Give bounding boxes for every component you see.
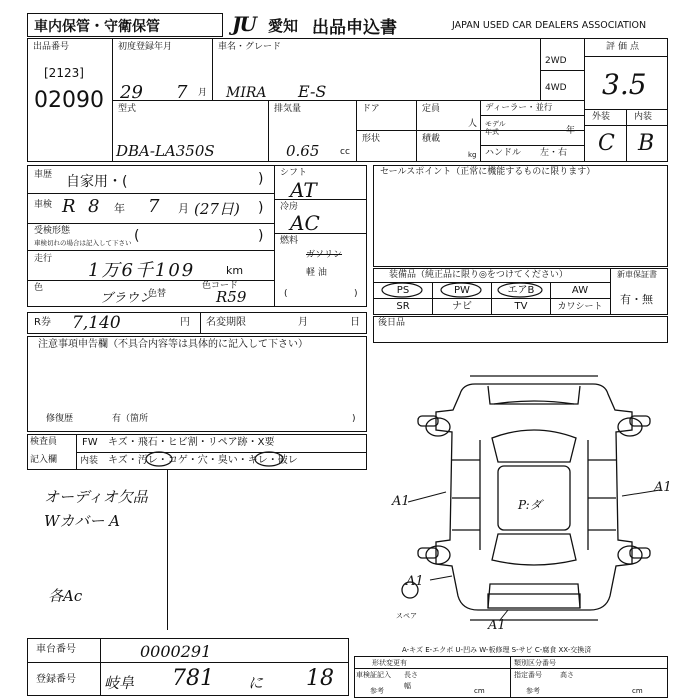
dims-cm-1: cm bbox=[474, 687, 485, 695]
name-change-day: 日 bbox=[350, 317, 360, 328]
evaluation-label: 評価点 bbox=[606, 42, 643, 52]
repair-value: 有（箇所 bbox=[112, 414, 149, 424]
storage-title: 車内保管・守衛保管 bbox=[34, 19, 160, 35]
plate-class: 781 bbox=[172, 666, 214, 691]
fuel-diesel: 軽 油 bbox=[306, 268, 327, 278]
equipment-aw: AW bbox=[571, 285, 589, 296]
car-name-label: 車名・グレード bbox=[218, 42, 282, 52]
usage-close: ) bbox=[258, 171, 264, 187]
listing-number: 02090 bbox=[34, 88, 104, 113]
dims-ref-1: 参考 bbox=[370, 687, 384, 695]
diagram-mark-left: A1 bbox=[392, 494, 410, 509]
spare-label: スペア bbox=[396, 612, 417, 620]
plate-kana: に bbox=[248, 674, 264, 692]
notes-label: 注意事項申告欄（不具合内容等は具体的に記入して下さい） bbox=[38, 339, 308, 350]
listing-label: 出品番号 bbox=[33, 42, 70, 52]
sales-point-box bbox=[373, 165, 668, 267]
plate-label: 登録番号 bbox=[36, 674, 76, 685]
model-value: DBA-LA350S bbox=[116, 142, 215, 160]
form-title: 出品申込書 bbox=[312, 18, 397, 38]
equipment-ps: PS bbox=[396, 285, 410, 296]
drive-4wd-label: 4WD bbox=[545, 83, 567, 93]
warranty-value: 有・無 bbox=[620, 293, 653, 306]
color-value: ブラウン bbox=[100, 291, 153, 306]
fw-items: キズ・飛石・ヒビ割・リペア跡・X要 bbox=[108, 437, 275, 448]
displacement-label: 排気量 bbox=[274, 104, 302, 114]
name-change-month: 月 bbox=[298, 317, 308, 328]
inspector-label-1: 検査員 bbox=[30, 437, 58, 447]
dims-shape-label: 形状変更有 bbox=[372, 659, 407, 667]
exterior-label: 外装 bbox=[592, 112, 611, 122]
after-notes-box bbox=[373, 316, 668, 343]
plate-region: 岐阜 bbox=[104, 674, 135, 692]
interior-label: 内装 bbox=[634, 112, 653, 122]
inspection-era: R bbox=[62, 196, 76, 217]
mileage-value: 1万6千109 bbox=[88, 260, 196, 281]
registration-year: 29 bbox=[120, 82, 143, 103]
recycle-unit: 円 bbox=[180, 317, 190, 328]
interior-items: キズ・汚レ・コゲ・穴・臭い・キレ・破レ bbox=[108, 455, 298, 466]
registration-month-unit: 月 bbox=[198, 88, 208, 98]
dims-spec-label: 指定番号 bbox=[514, 671, 542, 679]
color-code: R59 bbox=[216, 288, 247, 306]
diagram-mark-right: A1 bbox=[654, 480, 672, 495]
dims-ref-2: 参考 bbox=[526, 687, 540, 695]
inspection-type-open: ( bbox=[134, 228, 140, 244]
mileage-label: 走行 bbox=[34, 254, 53, 264]
equipment-airbag: エアB bbox=[507, 285, 535, 296]
repair-close: ) bbox=[352, 414, 356, 424]
fuel-label: 燃料 bbox=[280, 236, 299, 246]
chassis-value: 0000291 bbox=[140, 642, 212, 661]
handwritten-note-audio: オーディオ欠品 bbox=[44, 488, 148, 506]
ju-logo: JU bbox=[232, 12, 255, 36]
ac-value: AC bbox=[290, 211, 320, 235]
org-name: 愛知 bbox=[268, 17, 299, 35]
equipment-navi: ナビ bbox=[452, 301, 472, 312]
color-label: 色 bbox=[34, 283, 44, 293]
inspection-type-label: 受検形態 bbox=[34, 226, 71, 236]
dims-width: 幅 bbox=[404, 682, 411, 690]
diagram-mark-roof: P:ダ bbox=[518, 498, 542, 512]
interior-items-label: 内装 bbox=[80, 456, 99, 466]
inspection-type-note: 車検切れの場合は記入して下さい bbox=[34, 239, 132, 247]
inspection-month: 7 bbox=[148, 196, 160, 217]
inspection-type-close: ) bbox=[258, 228, 264, 244]
interior-item-circles bbox=[140, 450, 290, 470]
handwritten-note-wiper: Wカバー A bbox=[44, 512, 121, 530]
listing-sub-number: [2123] bbox=[44, 66, 84, 80]
fuel-open: ( bbox=[284, 289, 288, 299]
equipment-label: 装備品（純正品に限り◎をつけてください） bbox=[389, 270, 568, 280]
dims-height: 高さ bbox=[560, 671, 574, 679]
sales-point-label: セールスポイント（正常に機能するものに限ります） bbox=[380, 167, 596, 177]
model-label: 型式 bbox=[118, 104, 137, 114]
plate-number: 18 bbox=[306, 666, 334, 691]
repair-label: 修復歴 bbox=[46, 414, 74, 424]
ac-label: 冷房 bbox=[280, 202, 299, 212]
exterior-grade: C bbox=[598, 131, 615, 156]
shift-label: シフト bbox=[280, 168, 308, 178]
inspection-day: (27日) bbox=[194, 200, 240, 218]
color-change-label: 色替 bbox=[148, 289, 167, 299]
door-label: ドア bbox=[362, 104, 380, 114]
model-year-unit: 年 bbox=[566, 126, 576, 136]
mileage-unit: km bbox=[226, 264, 244, 277]
interior-grade: B bbox=[638, 131, 655, 156]
after-notes-label: 後日品 bbox=[378, 318, 406, 328]
notes-box bbox=[27, 336, 367, 432]
inspector-label-2: 記入欄 bbox=[30, 455, 58, 465]
diagram-mark-rear: A1 bbox=[488, 618, 506, 633]
car-name: MIRA bbox=[226, 85, 267, 101]
inspection-month-unit: 月 bbox=[178, 202, 189, 215]
handwritten-note-ac: 各Ac bbox=[48, 587, 83, 605]
handle-options: 左・右 bbox=[540, 148, 568, 158]
fuel-gasoline: ガソリン bbox=[306, 250, 343, 260]
usage-label: 車歴 bbox=[34, 170, 53, 180]
inspection-label: 車検 bbox=[34, 200, 53, 210]
shift-value: AT bbox=[290, 178, 317, 202]
inspection-year-unit: 年 bbox=[114, 202, 125, 215]
chassis-label: 車台番号 bbox=[36, 644, 76, 655]
equipment-leather-seat: カワシート bbox=[557, 302, 603, 312]
recycle-label: R券 bbox=[34, 317, 51, 328]
equipment-sr: SR bbox=[396, 301, 410, 312]
load-unit: kg bbox=[468, 151, 477, 159]
displacement-value: 0.65 bbox=[286, 142, 320, 160]
handle-label: ハンドル bbox=[485, 148, 522, 158]
registration-label: 初度登録年月 bbox=[118, 42, 173, 52]
capacity-unit: 人 bbox=[468, 119, 478, 129]
recycle-value: 7,140 bbox=[72, 313, 121, 333]
fw-label: FW bbox=[82, 437, 98, 448]
dims-length: 長さ bbox=[404, 671, 418, 679]
dims-cert-label: 車検証記入 bbox=[356, 671, 391, 679]
dealer-label: ディーラー・並行 bbox=[485, 103, 553, 113]
capacity-label: 定員 bbox=[422, 104, 441, 114]
shape-label: 形状 bbox=[362, 134, 381, 144]
registration-month: 7 bbox=[176, 82, 188, 103]
damage-legend: A-キズ E-エクボ U-凹み W-板修理 S-サビ C-腐食 XX-交換済 bbox=[402, 646, 592, 654]
color-code-label: 色コード bbox=[202, 281, 239, 291]
displacement-unit: cc bbox=[340, 147, 350, 157]
dims-id-label: 類別区分番号 bbox=[514, 659, 556, 667]
car-grade: E-S bbox=[298, 82, 327, 101]
warranty-label: 新車保証書 bbox=[617, 270, 657, 279]
equipment-tv: TV bbox=[514, 301, 528, 312]
association-name: JAPAN USED CAR DEALERS ASSOCIATION bbox=[452, 20, 647, 31]
model-year-label: モデル年式 bbox=[485, 120, 506, 136]
inspection-close: ) bbox=[258, 200, 264, 216]
dims-cm-2: cm bbox=[632, 687, 643, 695]
equipment-circles bbox=[373, 282, 613, 302]
equipment-pw: PW bbox=[454, 285, 470, 296]
inspection-year: 8 bbox=[88, 196, 100, 217]
usage-value: 自家用・( bbox=[66, 174, 128, 190]
fuel-close: ) bbox=[354, 289, 358, 299]
diagram-mark-rear-left: A1 bbox=[406, 574, 424, 589]
evaluation-score: 3.5 bbox=[602, 68, 647, 101]
drive-2wd-label: 2WD bbox=[545, 56, 567, 66]
name-change-label: 名変期限 bbox=[206, 317, 246, 328]
load-label: 積載 bbox=[422, 134, 441, 144]
